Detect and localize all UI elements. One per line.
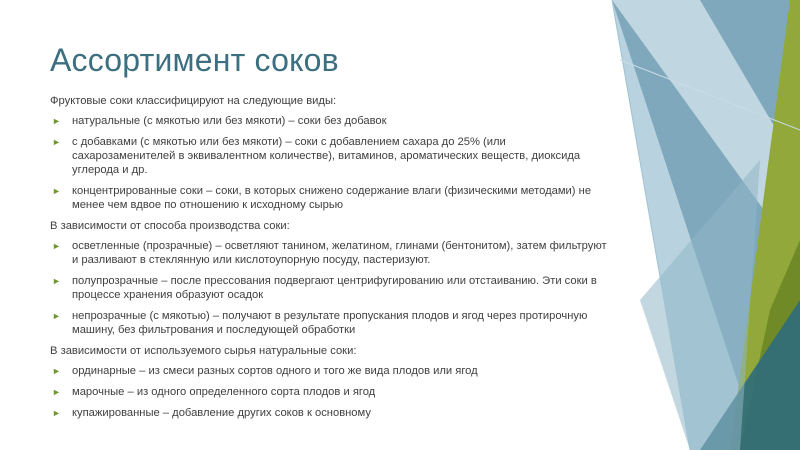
- arrow-right-icon: ►: [52, 408, 61, 418]
- arrow-right-icon: ►: [52, 387, 61, 397]
- bullet-item: [50, 114, 610, 128]
- paragraph-text: Фруктовые соки классифицируют на следующие виды:: [50, 95, 337, 107]
- arrow-right-icon: ►: [52, 116, 61, 126]
- section-intro: [50, 94, 610, 108]
- arrow-right-icon: ►: [52, 311, 61, 321]
- arrow-right-icon: ►: [52, 241, 61, 251]
- bullet-item: [50, 309, 610, 337]
- slide-body: [50, 94, 610, 427]
- bullet-item: [50, 385, 610, 399]
- section-intro: [50, 344, 610, 358]
- bullet-item: [50, 135, 610, 177]
- bullet-item: [50, 274, 610, 302]
- slide-title: Ассортимент соков: [50, 42, 339, 78]
- bullet-item: [50, 364, 610, 378]
- bullet-text: концентрированные соки – соки, в которых снижено содержание влаги (физическими методами) не менее чем вдвое по отношению к исходному сырью: [72, 185, 592, 211]
- arrow-right-icon: ►: [52, 137, 61, 147]
- bullet-item: [50, 239, 610, 267]
- arrow-right-icon: ►: [52, 366, 61, 376]
- paragraph-text: В зависимости от используемого сырья натуральные соки:: [50, 345, 357, 357]
- bullet-text: полупрозрачные – после прессования подвергают центрифугированию или отстаиванию. Эти соки в процессе хранения образуют осадок: [72, 275, 597, 301]
- arrow-right-icon: ►: [52, 186, 61, 196]
- bullet-item: [50, 406, 610, 420]
- bullet-text: осветленные (прозрачные) – осветляют танином, желатином, глинами (бентонитом), затем фильтруют и разливают в стеклянную или кислотоупорную посуду, пастеризуют.: [72, 240, 607, 266]
- arrow-right-icon: ►: [52, 276, 61, 286]
- bullet-text: с добавками (с мякотью или без мякоти) – соки с добавлением сахара до 25% (или сахарозаменителей в эквивалентном количестве), витаминов, ароматических веществ, диоксида углерода и др.: [72, 136, 581, 176]
- section-intro: [50, 219, 610, 233]
- bullet-text: натуральные (с мякотью или без мякоти) – соки без добавок: [72, 115, 387, 127]
- bullet-text: ординарные – из смеси разных сортов одного и того же вида плодов или ягод: [72, 365, 478, 377]
- paragraph-text: В зависимости от способа производства соки:: [50, 220, 290, 232]
- bullet-text: непрозрачные (с мякотью) – получают в результате пропускания плодов и ягод через протирочную машину, без фильтрования и последующей обработки: [72, 310, 588, 336]
- bullet-text: купажированные – добавление других соков к основному: [72, 407, 371, 419]
- bullet-text: марочные – из одного определенного сорта плодов и ягод: [72, 386, 376, 398]
- bullet-item: [50, 184, 610, 212]
